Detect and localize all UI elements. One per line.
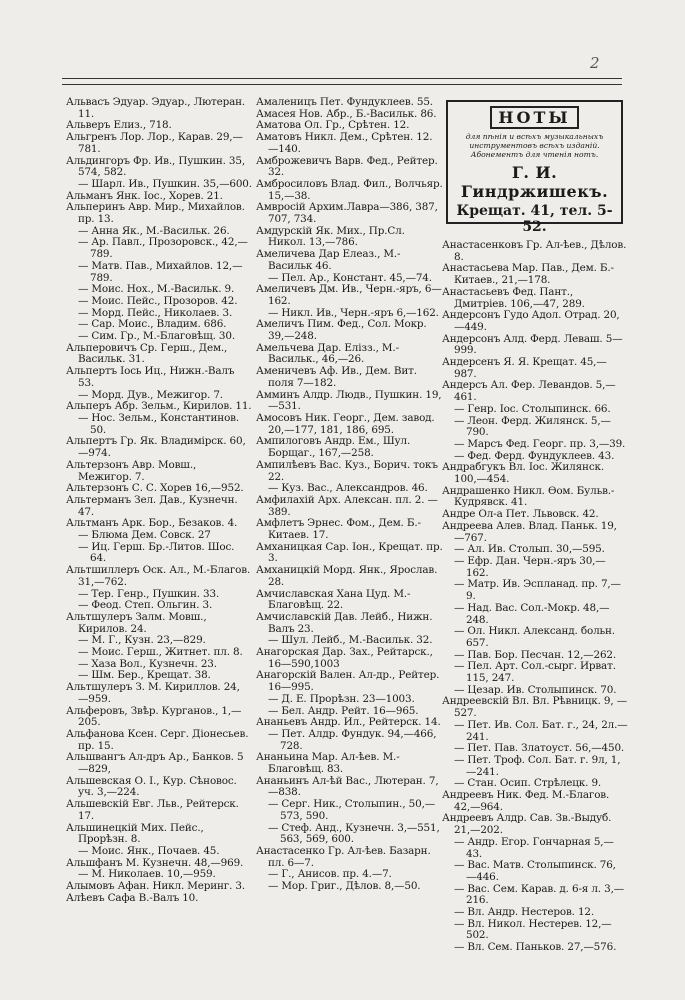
directory-entry: — Цезар. Ив. Столыпинск. 70. [454, 683, 617, 696]
directory-entry: — Пел. Ар., Констант. 45,—74. [268, 271, 432, 284]
directory-entry: — Моис. Пейс., Прозоров. 42. [78, 294, 238, 307]
directory-entry: Андрабгукъ Вл. Іос. Жилянск. 100,—454. [442, 461, 608, 486]
directory-entry: Амминъ Алдр. Людв., Пушкин. 19,—531. [256, 388, 442, 413]
directory-entry: Анагорская Дар. Зах., Рейтарск., 16—590,1003 [256, 646, 436, 670]
directory-entry: Андре Ол-а Пет. Львовск. 42. [442, 508, 599, 521]
directory-entry: — Нос. Зельм., Константинов. 50. [78, 411, 243, 436]
directory-entry: — Морд. Пейс., Николаев. 3. [78, 306, 233, 319]
directory-entry: — Блюма Дем. Совск. 27 [78, 529, 211, 542]
directory-entry: — Анна Як., М.-Васильк. 26. [78, 224, 230, 237]
directory-entry: — Сим. Гр., М.-Благовѣщ. 30. [78, 330, 235, 343]
directory-entry: Андреевъ Ник. Фед. М.-Благов. 42,—964. [442, 789, 613, 813]
directory-entry: Амброжевичъ Варв. Фед., Рейтер. 32. [256, 154, 441, 179]
directory-entry: — Феод. Степ. Ольгин. 3. [78, 599, 213, 612]
directory-entry: Ананьевъ Андр. Ил., Рейтерск. 14. [256, 716, 441, 729]
directory-entry: Амчиславскій Дав. Лейб., Нижн. Валъ 23. [256, 610, 436, 635]
directory-entry: Амеличевъ Дм. Ив., Черн.-яръ, 6—162. [256, 283, 442, 307]
directory-entry: Андерсонъ Гудо Адол. Отрад. 20, —449. [442, 309, 623, 333]
directory-column-2 [256, 97, 444, 893]
directory-entry: Альвасъ Эдуар. Эдуар., Лютеран. 11. [66, 96, 249, 120]
directory-entry: — Иц. Герш. Бр.-Литов. Шос. 64. [78, 540, 238, 565]
directory-entry: Амвросій Архим.Лавра—386, 387, 707, 734. [256, 201, 441, 226]
directory-entry: Амчиславская Хана Цуд. М.-Благовѣщ. 22. [256, 587, 411, 612]
directory-entry: Амосовъ Ник. Георг., Дем. завод. 20,—177, 181, 186, 695. [256, 411, 438, 436]
directory-entry: Амельчева Дар. Елізз., М.-Васильк., 46,—26. [256, 341, 399, 366]
ad-address: Крещат. 41, тел. 5-52. [456, 203, 613, 235]
directory-entry: Альманъ Янк. Іос., Хорев. 21. [66, 189, 223, 202]
directory-entry: — Моис. Нох., М.-Васильк. 9. [78, 283, 235, 296]
directory-entry: — Марсъ Фед. Георг. пр. 3,—39. [454, 437, 626, 450]
directory-entry: Анастасенко Гр. Ал-ѣев. Базарн. пл. 6—7. [256, 845, 434, 869]
directory-entry: Альперовичъ Ср. Герш., Дем., Васильк. 31. [66, 341, 231, 366]
directory-entry: Альтерзонъ С. С. Хорев 16,—952. [66, 482, 244, 495]
directory-entry: — Фед. Ферд. Фундуклеев. 43. [454, 449, 615, 462]
directory-entry: Альперинъ Авр. Мир., Михайлов. пр. 13. [66, 201, 248, 226]
directory-entry: — Моис. Герш., Житнет. пл. 8. [78, 646, 243, 659]
directory-entry: — Моис. Янк., Почаев. 45. [78, 845, 220, 857]
directory-entry: Андреевъ Алдр. Сав. Зв.-Выдуб. 21,—202. [442, 812, 615, 837]
directory-entry: — Сар. Моис., Владим. 686. [78, 318, 227, 331]
directory-entry: Аматова Ол. Гр., Срѣтен. 12. [256, 119, 410, 132]
directory-entry: Альдингоръ Фр. Ив., Пушкин. 35, 574, 582. [66, 154, 249, 179]
directory-entry: — Д. Е. Прорѣзн. 23—1003. [268, 692, 415, 705]
directory-entry: — Генр. Іос. Столыпинск. 66. [454, 402, 611, 415]
directory-entry: — Пел. Арт. Сол.-сырг. Ирват. 115, 247. [454, 660, 620, 685]
directory-entry: — Вл. Сем. Паньков. 27,—576. [454, 941, 617, 954]
ad-title: НОТЫ [490, 106, 578, 129]
directory-entry: — Серг. Ник., Столыпин., 50,—573, 590. [268, 798, 435, 822]
directory-entry: Альтманъ Арк. Бор., Безаков. 4. [66, 517, 238, 530]
directory-entry: — Стан. Осип. Стрѣлецк. 9. [454, 777, 602, 790]
directory-entry: Ампилѣевъ Вас. Куз., Борич. токъ 22. [256, 458, 441, 483]
directory-entry: Альшвангъ Ал-дръ Ар., Банков. 5—829, [66, 751, 244, 776]
directory-entry: — Над. Вас. Сол.-Мокр. 48,—248. [454, 601, 610, 626]
directory-entry: Андерсенъ Я. Я. Крещат. 45,—987. [442, 356, 607, 380]
directory-entry: — Бел. Андр. Рейт. 16—965. [268, 704, 419, 717]
directory-entry: Альгренъ Лор. Лор., Карав. 29,—781. [66, 131, 243, 155]
directory-entry: Альтерманъ Зел. Дав., Кузнечн. 47. [66, 493, 241, 518]
directory-entry: Анастасьева Мар. Пав., Дем. Б.-Китаев., 21,—178. [442, 262, 614, 287]
directory-entry: Ананьина Мар. Ал-ѣев. М.-Благовѣщ. 83. [256, 751, 400, 776]
directory-entry: Ампилоговъ Андр. Ем., Шул. Борщаг., 167,—258. [256, 435, 414, 460]
directory-entry: Альпертъ Гр. Як. Владимірск. 60, —974. [66, 435, 249, 460]
directory-entry: Альфанова Ксен. Серг. Діонесьев. пр. 15. [66, 727, 252, 752]
directory-entry: Альверъ Елиз., 718. [66, 119, 172, 132]
directory-entry: — Пет. Ив. Сол. Бат. г., 24, 2л.—241. [454, 718, 628, 743]
directory-entry: — Тер. Генр., Пушкин. 33. [78, 587, 220, 600]
directory-entry: Амбросиловъ Влад. Фил., Волчьяр. 15,—38. [256, 177, 446, 202]
page-number: 2 [590, 54, 600, 72]
directory-entry: Альтшулеръ З. М. Кириллов. 24, —959. [66, 681, 243, 705]
directory-entry: Алымовъ Афан. Никл. Меринг. 3. [66, 880, 246, 893]
ad-merchant-name: Г. И. Гиндржишекъ. [460, 163, 609, 201]
directory-entry: — Никл. Ив., Черн.-яръ 6,—162. [268, 306, 439, 319]
directory-entry: — Г., Анисов. пр. 4.—7. [268, 868, 392, 881]
directory-entry: — Пав. Бор. Песчан. 12,—262. [454, 648, 617, 661]
directory-entry: Альферовъ, Звѣр. Курганов., 1,—205. [66, 704, 242, 729]
advertisement-box [446, 100, 623, 235]
header-rule [62, 78, 622, 79]
directory-entry: — М. Г., Кузн. 23,—829. [78, 634, 206, 647]
directory-entry: Аматовъ Никл. Дем., Срѣтен. 12. —140. [256, 131, 436, 155]
directory-entry: — Морд. Дув., Межигор. 7. [78, 388, 223, 401]
directory-entry: Анастасенковъ Гр. Ал-ѣев., Дѣлов. 8. [442, 239, 630, 263]
directory-entry: — Мор. Григ., Дѣлов. 8,—50. [268, 880, 421, 893]
directory-entry: — Ол. Никл. Александ. больн. 657. [454, 625, 619, 649]
directory-entry: Амасея Нов. Абр., Б.-Васильк. 86. [256, 107, 437, 120]
directory-entry: Алѣевъ Сафа В.-Валъ 10. [66, 891, 199, 904]
directory-entry: Амханицкій Морд. Янк., Ярослав. 28. [256, 564, 441, 588]
directory-entry: — Андр. Егор. Гончарная 5,—43. [454, 835, 614, 860]
directory-entry: Анагорскій Вален. Ал-др., Рейтер. 16—995. [256, 669, 443, 694]
directory-entry: Амаленицъ Пет. Фундуклеев. 55. [256, 96, 433, 108]
directory-entry: — Шм. Бер., Крещат. 38. [78, 669, 211, 682]
directory-entry: Альшевскій Евг. Льв., Рейтерск. 17. [66, 798, 242, 822]
directory-entry: — Вл. Никол. Нестерев. 12,—502. [454, 917, 612, 942]
directory-entry: — Вас. Сем. Карав. д. 6-я л. 3,—216. [454, 882, 624, 907]
directory-column-1 [66, 97, 252, 905]
directory-entry: Амфилахій Арх. Алексан. пл. 2. —389. [256, 493, 438, 518]
directory-entry: Альтшулеръ Залм. Мовш., Кирилов. 24. [66, 610, 210, 635]
directory-entry: — Матр. Ив. Эспланад. пр. 7,—9. [454, 578, 621, 603]
directory-entry: Альшинецкій Мих. Пейс., Прорѣзн. 8. [66, 821, 207, 846]
directory-entry: — Шул. Лейб., М.-Васильк. 32. [268, 634, 433, 647]
directory-entry: Анастасьевъ Фед. Пант., Дмитріев. 106,—47, 289. [442, 285, 585, 310]
directory-entry: Амханицкая Сар. Іон., Крещат. пр. 3. [256, 540, 446, 565]
directory-entry: — Ал. Ив. Столып. 30,—595. [454, 543, 605, 556]
directory-entry: Амеличъ Пим. Фед., Сол. Мокр. 39,—248. [256, 318, 430, 343]
directory-entry: Альпертъ Іось Иц., Нижн.-Валъ 53. [66, 365, 238, 389]
directory-entry: — Ар. Павл., Прозоровск., 42,—789. [78, 236, 248, 261]
directory-entry: — Вас. Матв. Столыпинск. 76, —446. [454, 859, 619, 883]
directory-entry: Ананьинъ Ал-ѣй Вас., Лютеран. 7,—838. [256, 774, 439, 799]
directory-entry: Андерсъ Ал. Фер. Левандов. 5,—461. [442, 379, 616, 404]
directory-entry: Альшфанъ М. Кузнечн. 48,—969. [66, 856, 244, 869]
directory-entry: — Леон. Ферд. Жилянск. 5,—790. [454, 414, 611, 439]
directory-column-3 [442, 240, 628, 954]
directory-entry: — Вл. Андр. Нестеров. 12. [454, 906, 595, 919]
directory-entry: — Куз. Вас., Александров. 46. [268, 482, 428, 495]
directory-entry: Аменичевъ Аф. Ив., Дем. Вит. поля 7—182. [256, 365, 421, 389]
directory-entry: Андреева Алев. Влад. Паньк. 19, —767. [442, 519, 620, 544]
directory-entry: Альтерзонъ Авр. Мовш., Межигор. 7. [66, 458, 200, 483]
directory-entry: Альшевская О. І., Кур. Сѣновос. уч. 3,—224. [66, 774, 240, 799]
directory-entry: Андерсонъ Алд. Ферд. Леваш. 5—999. [442, 332, 623, 357]
directory-entry: — Пет. Троф. Сол. Бат. г. 9л, 1,—241. [454, 753, 621, 778]
directory-entry: — Пет. Пав. Златоуст. 56,—450. [454, 742, 625, 755]
directory-entry: Амеличева Дар Елеаз., М.-Васильк 46. [256, 248, 401, 272]
ad-description: для пѣнія и всѣхъ музыкальныхъ инструментовъ всѣхъ изданій. Абонементъ для чтенія нотъ. [465, 132, 604, 159]
directory-entry: — Ефр. Дан. Черн.-яръ 30,—162. [454, 554, 606, 579]
directory-entry: — М. Николаев. 10,—959. [78, 868, 216, 881]
header-rule-thin [62, 84, 622, 85]
directory-entry: — Шарл. Ив., Пушкин. 35,—600. [78, 177, 252, 190]
directory-entry: Андрашенко Никл. Ѳом. Бульв.-Кудрявск. 41. [442, 484, 615, 509]
directory-entry: Альтшиллеръ Оск. Ал., М.-Благов. 31,—762. [66, 564, 254, 588]
directory-entry: — Стеф. Анд., Кузнечн. 3,—551, 563, 569, 600. [268, 821, 443, 846]
directory-entry: — Матв. Пав., Михайлов. 12,—789. [78, 259, 243, 284]
directory-entry: — Пет. Алдр. Фундук. 94,—466, 728. [268, 727, 440, 752]
directory-entry: Амфлетъ Эрнес. Фом., Дем. Б.-Китаев. 17. [256, 517, 421, 542]
directory-entry: Альперъ Абр. Зельм., Кирилов. 11. [66, 400, 252, 413]
directory-entry: Андреевскій Вл. Вл. Рѣвницк. 9, —527. [442, 695, 627, 720]
directory-entry: — Хаза Вол., Кузнечн. 23. [78, 657, 217, 670]
directory-entry: Амдурскій Як. Мих., Пр.Сл. Никол. 13,—786. [256, 224, 408, 249]
